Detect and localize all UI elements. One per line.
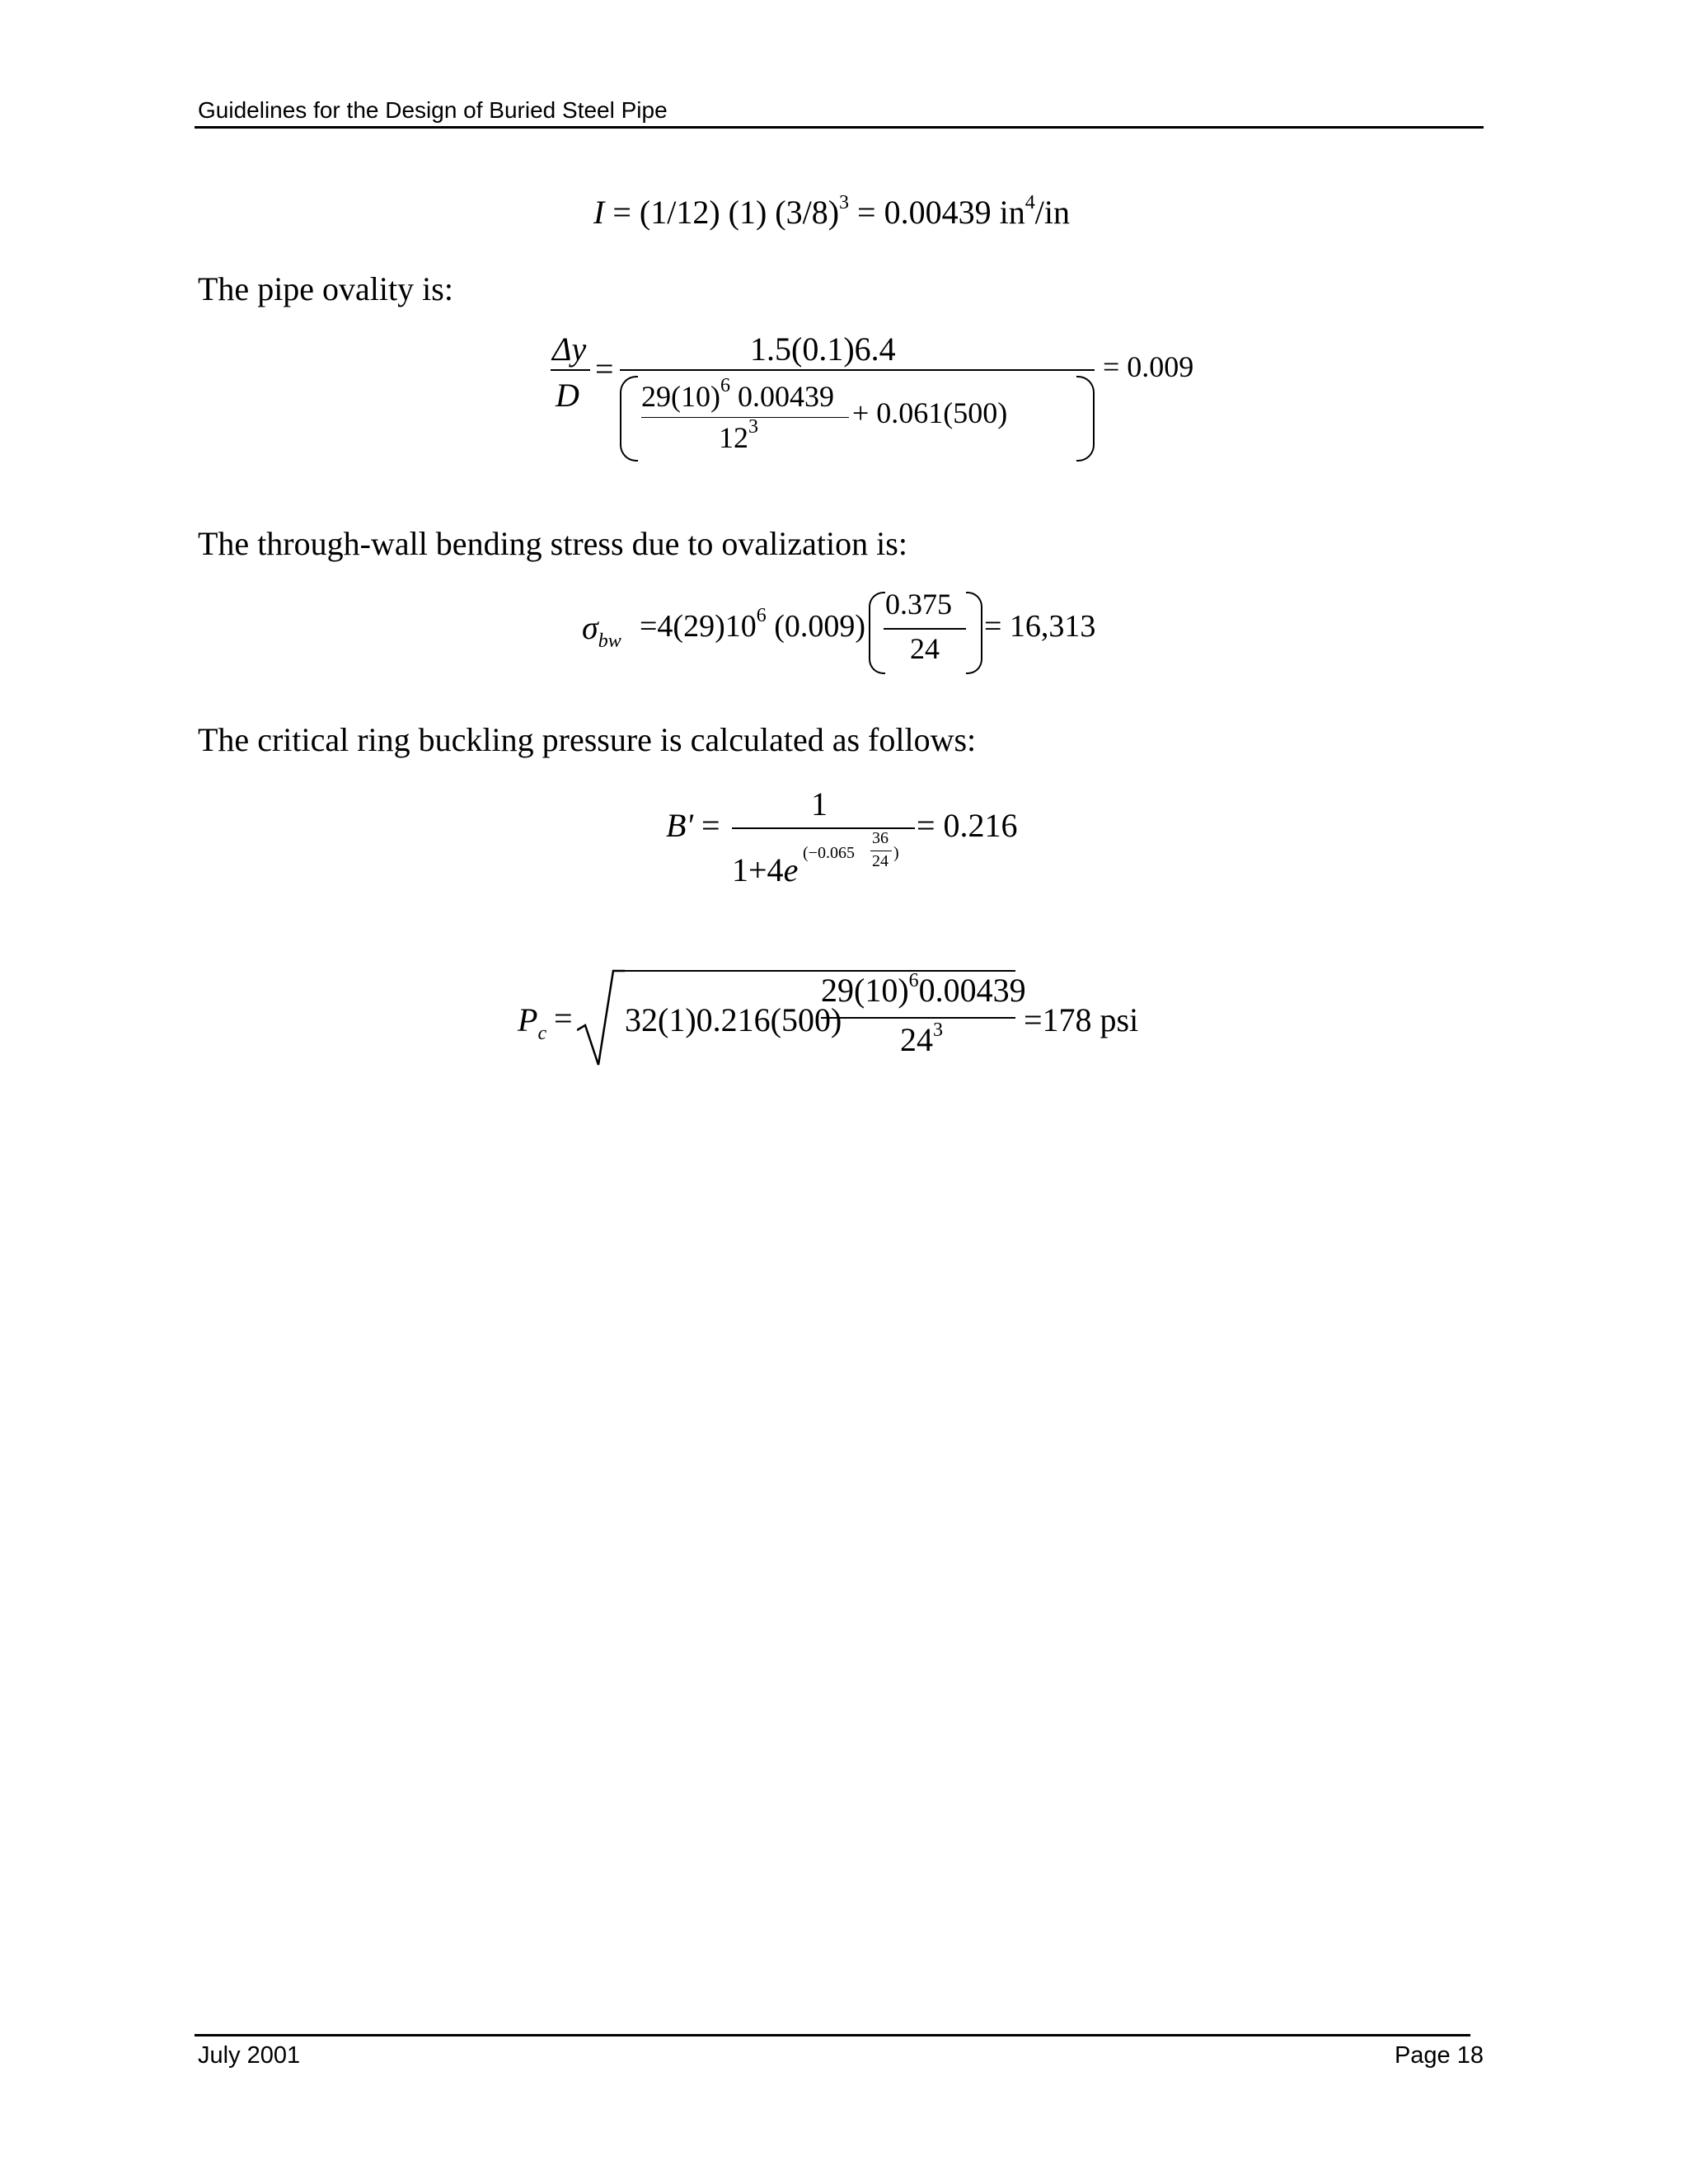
bending-rhs-main: =4(29)10 xyxy=(640,609,757,644)
ovality-lhs-bar xyxy=(551,369,590,371)
ovality-eq: = xyxy=(595,350,614,387)
eq-i-unit-exp: 4 xyxy=(1025,192,1035,213)
pc-result: =178 psi xyxy=(1024,1001,1139,1038)
ovality-inner-den xyxy=(719,416,758,455)
footer-page-number: Page 18 xyxy=(1394,2042,1484,2069)
ovality-inner-num-exp: 6 xyxy=(720,375,730,396)
running-header-title: Guidelines for the Design of Buried Steel Pipe xyxy=(198,97,668,123)
b-prime-symbol: B' xyxy=(666,807,693,844)
bending-frac-bar xyxy=(884,628,966,630)
paragraph-buckling-intro: The critical ring buckling pressure is calculated as follows: xyxy=(198,721,977,758)
b-prime-den-main: 1+4 xyxy=(732,851,784,888)
ovality-plus-term: + 0.061(500) xyxy=(852,396,1008,429)
equation-ovality xyxy=(544,330,1194,470)
header-rule xyxy=(195,126,1484,129)
bending-frac-num: 0.375 xyxy=(885,588,952,621)
pc-frac-bar xyxy=(821,1017,1015,1019)
bending-left-paren xyxy=(869,592,885,674)
eq-i-rhs: = (1/12) (1) (3/8) xyxy=(604,194,840,231)
ovality-numerator: 1.5(0.1)6.4 xyxy=(750,330,896,368)
pc-frac-num xyxy=(821,971,1026,1010)
pc-frac-num-exp: 6 xyxy=(908,970,919,991)
pc-frac-den xyxy=(900,1020,943,1059)
eq-i-result: = 0.00439 in xyxy=(849,194,1025,231)
paragraph-ovality-intro: The pipe ovality is: xyxy=(198,270,453,307)
bending-rhs-tail: (0.009) xyxy=(766,609,866,644)
ovality-inner-bar xyxy=(641,417,849,418)
ovality-inner-num-main: 29(10) xyxy=(641,380,720,413)
b-prime-eq: = xyxy=(701,807,720,844)
bending-lhs xyxy=(582,608,621,652)
bending-sub: bw xyxy=(598,630,621,652)
pc-radicand: 32(1)0.216(500) xyxy=(625,1001,842,1038)
ovality-left-paren xyxy=(620,376,638,462)
pc-frac-den-main: 24 xyxy=(900,1021,933,1058)
ovality-main-bar xyxy=(620,369,1095,371)
bending-result: = 16,313 xyxy=(984,609,1096,644)
bending-sigma: σ xyxy=(582,609,598,646)
pc-lhs xyxy=(518,1001,547,1044)
equation-pc xyxy=(518,964,1177,1071)
footer-date: July 2001 xyxy=(198,2042,301,2069)
b-prime-numerator: 1 xyxy=(811,785,828,823)
b-prime-exp-close: ) xyxy=(893,844,899,862)
ovality-result: = 0.009 xyxy=(1103,350,1194,383)
b-prime-exponent xyxy=(803,829,935,879)
eq-i-unit-tail: /in xyxy=(1034,194,1070,231)
footer-rule xyxy=(195,2034,1470,2036)
b-prime-exp-frac-den: 24 xyxy=(872,852,889,870)
bending-rhs-exp: 6 xyxy=(756,605,767,626)
bending-frac-den: 24 xyxy=(910,632,940,665)
ovality-right-paren xyxy=(1076,376,1095,462)
bending-right-paren xyxy=(966,592,982,674)
b-prime-den xyxy=(732,851,798,889)
ovality-lhs-num: Δy xyxy=(552,330,587,368)
pc-frac-num-main: 29(10) xyxy=(821,972,909,1009)
pc-frac-num-tail: 0.00439 xyxy=(918,972,1026,1009)
eq-i-exp: 3 xyxy=(839,192,850,213)
pc-symbol: P xyxy=(518,1001,538,1038)
pc-eq: = xyxy=(554,1000,573,1037)
b-prime-result: = 0.216 xyxy=(917,807,1018,844)
bending-rhs xyxy=(640,605,866,644)
ovality-inner-den-main: 12 xyxy=(719,421,748,454)
pc-radical-sign xyxy=(577,969,625,1066)
b-prime-exp-open: (−0.065 xyxy=(803,844,855,862)
ovality-inner-den-exp: 3 xyxy=(748,416,758,438)
b-prime-lhs xyxy=(666,806,720,845)
pc-frac-den-exp: 3 xyxy=(933,1019,943,1041)
equation-b-prime xyxy=(666,785,1045,900)
equation-moment-of-inertia xyxy=(593,193,1070,232)
ovality-inner-num-tail: 0.00439 xyxy=(729,380,834,413)
paragraph-bending-intro: The through-wall bending stress due to ovalization is: xyxy=(198,525,907,562)
b-prime-exp-frac-num: 36 xyxy=(872,829,889,847)
pc-sub: c xyxy=(537,1023,547,1044)
eq-i-symbol: I xyxy=(593,194,605,231)
b-prime-den-e: e xyxy=(783,851,799,888)
ovality-lhs-den: D xyxy=(556,377,579,414)
ovality-inner-num xyxy=(641,375,834,414)
equation-bending-stress xyxy=(582,587,1109,677)
